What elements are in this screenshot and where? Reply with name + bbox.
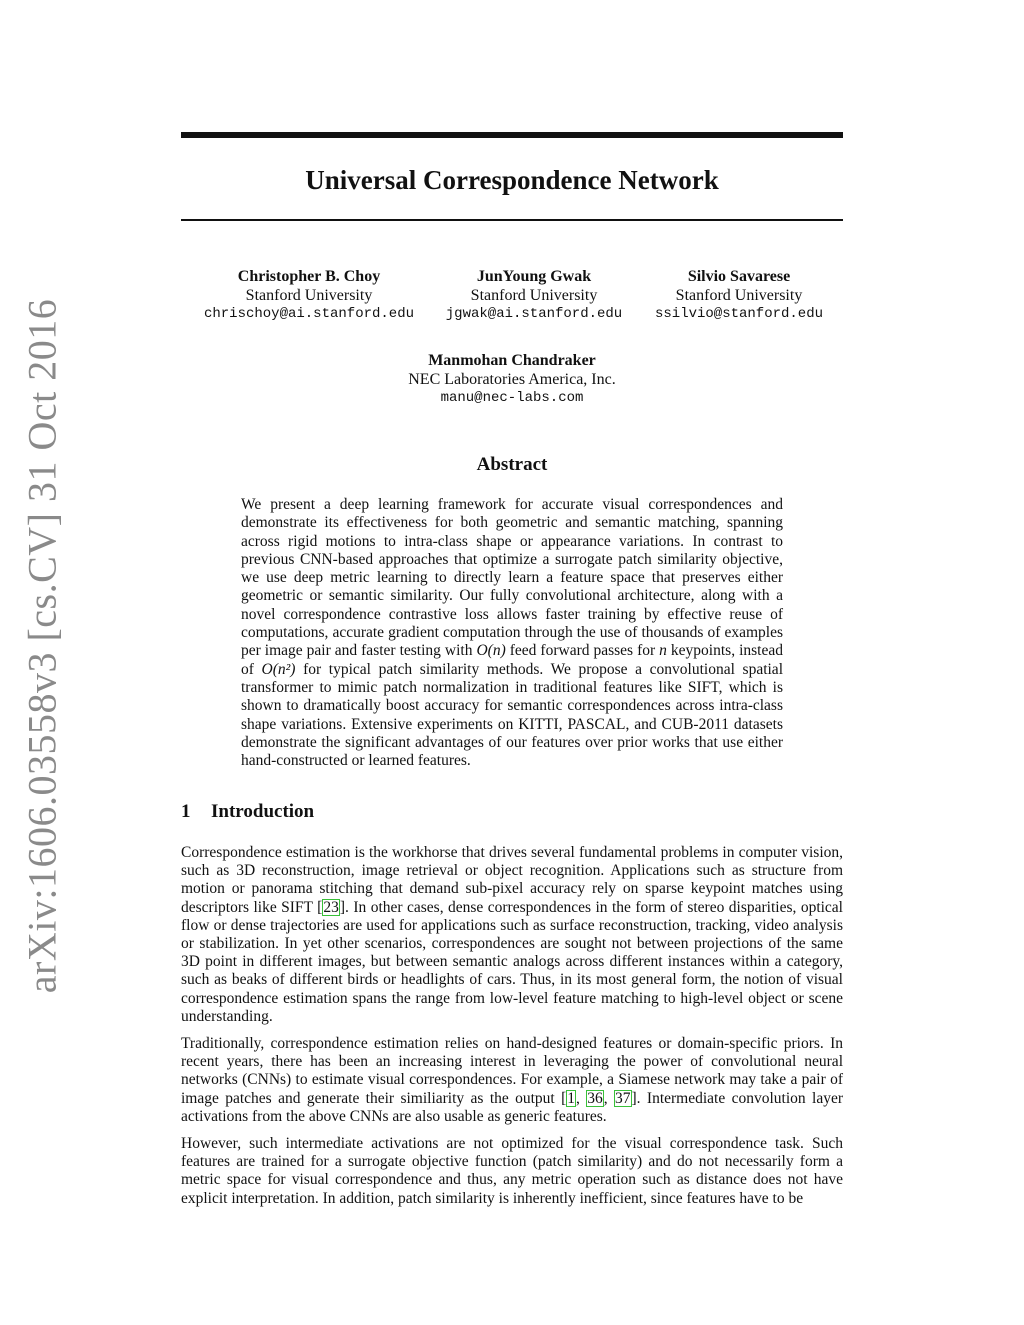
author-name: Manmohan Chandraker <box>428 352 596 369</box>
body-paragraph <box>181 844 843 1026</box>
paragraph-text: ]. Intermediate convolution layer activations from the above CNNs are also usable as generic features. <box>181 1089 843 1125</box>
abstract-body <box>241 496 783 770</box>
author-affiliation: Stanford University <box>245 286 373 304</box>
abstract-text: feed forward passes for <box>505 642 660 660</box>
abstract-text: We present a deep learning framework for accurate visual correspondences and demonstrate its effectiveness for both geometric and semantic matching, spanning across rigid motions to intra-class shape or appearance variations. In contrast to previous CNN-based approaches that optimize a surrogate patch similarity objective, we use deep metric learning to directly learn a feature space that preserves either geometric or semantic similarity. Our fully convolutional architecture, along with a novel correspondence contrastive loss allows faster training by effective reuse of computations, accurate gradient computation through the use of thousands of examples per image pair and faster testing with <box>241 496 783 660</box>
citation-separator: , <box>603 1089 615 1107</box>
paragraph-text: ]. In other cases, dense correspondences in the form of stereo disparities, optical flow or dense trajectories are used for applications such as surface reconstruction, tracking, video analysis or stabilization. In yet other scenarios, correspondences are sought not between projections of the same 3D point in different images, but between semantic analogs across different instances within a category, such as beaks of different birds or headlights of cars. Thus, in its most general form, the notion of visual correspondence estimation spans the range from low-level feature matching to high-level object or scene understanding. <box>181 898 843 1025</box>
citation-separator: , <box>576 1089 587 1107</box>
author-name: JunYoung Gwak <box>476 268 592 285</box>
section-title: Introduction <box>211 801 315 822</box>
author-email[interactable]: jgwak@ai.stanford.edu <box>445 306 623 322</box>
author-email[interactable]: chrischoy@ai.stanford.edu <box>203 306 415 322</box>
paragraph-text: Correspondence estimation is the workhorse that drives several fundamental problems in computer vision, such as 3D reconstruction, image retrieval or object recognition. Applications such as structure from motion or panorama stitching that demand sub-pixel accuracy rely on sparse keypoint matches using descriptors like SIFT [ <box>181 844 843 916</box>
author-block <box>184 268 434 324</box>
citation-link[interactable]: 23 <box>323 898 339 916</box>
abstract-heading: Abstract <box>476 454 548 475</box>
author-name: Christopher B. Choy <box>237 268 381 285</box>
math-inline: O(n) <box>476 642 506 660</box>
author-block <box>362 352 662 408</box>
citation-link[interactable]: 36 <box>587 1089 603 1107</box>
body-paragraph: However, such intermediate activations are not optimized for the visual correspondence task. Such features are trained for a surrogate objective function (patch similarity) and do not necessarily form a metric space for visual correspondence and thus, any metric operation such as distance does not have explicit interpretation. In addition, patch similarity is inherently inefficient, since features have to be <box>181 1135 843 1207</box>
author-block <box>634 268 844 324</box>
abstract-text: for typical patch similarity methods. We propose a convolutional spatial transformer to mimic patch normalization in traditional features like SIFT, which is shown to dramatically boost accuracy for semantic correspondences across intra-class shape variations. Extensive experiments on KITTI, PASCAL, and CUB-2011 datasets demonstrate the significant advantages of our features over prior works that use either hand-constructed or learned features. <box>241 660 783 770</box>
author-name: Silvio Savarese <box>687 268 791 285</box>
math-inline: O(n²) <box>261 660 296 678</box>
title-top-rule <box>181 132 843 138</box>
citation-link[interactable]: 1 <box>567 1089 576 1107</box>
author-block <box>434 268 634 324</box>
author-email[interactable]: ssilvio@stanford.edu <box>654 306 824 322</box>
section-heading <box>181 801 314 823</box>
arxiv-stamp-text: arXiv:1606.03558v3 [cs.CV] 31 Oct 2016 <box>19 298 65 994</box>
section-number: 1 <box>181 801 191 822</box>
body-paragraph <box>181 1035 843 1126</box>
abstract-text: keypoints, instead of <box>241 642 783 678</box>
math-inline: n <box>659 642 667 660</box>
paper-title: Universal Correspondence Network <box>305 165 719 195</box>
citation-link[interactable]: 37 <box>615 1089 631 1107</box>
author-email[interactable]: manu@nec-labs.com <box>440 390 584 406</box>
title-bottom-rule <box>181 219 843 221</box>
author-affiliation: NEC Laboratories America, Inc. <box>408 370 616 388</box>
author-affiliation: Stanford University <box>675 286 803 304</box>
author-affiliation: Stanford University <box>470 286 598 304</box>
paragraph-text: Traditionally, correspondence estimation relies on hand-designed features or domain-specific priors. In recent years, there has been an increasing interest in leveraging the power of convolutional neural networks (CNNs) to estimate visual correspondences. For example, a Siamese network may take a pair of image patches and generate their similiarity as the output [ <box>181 1035 843 1107</box>
